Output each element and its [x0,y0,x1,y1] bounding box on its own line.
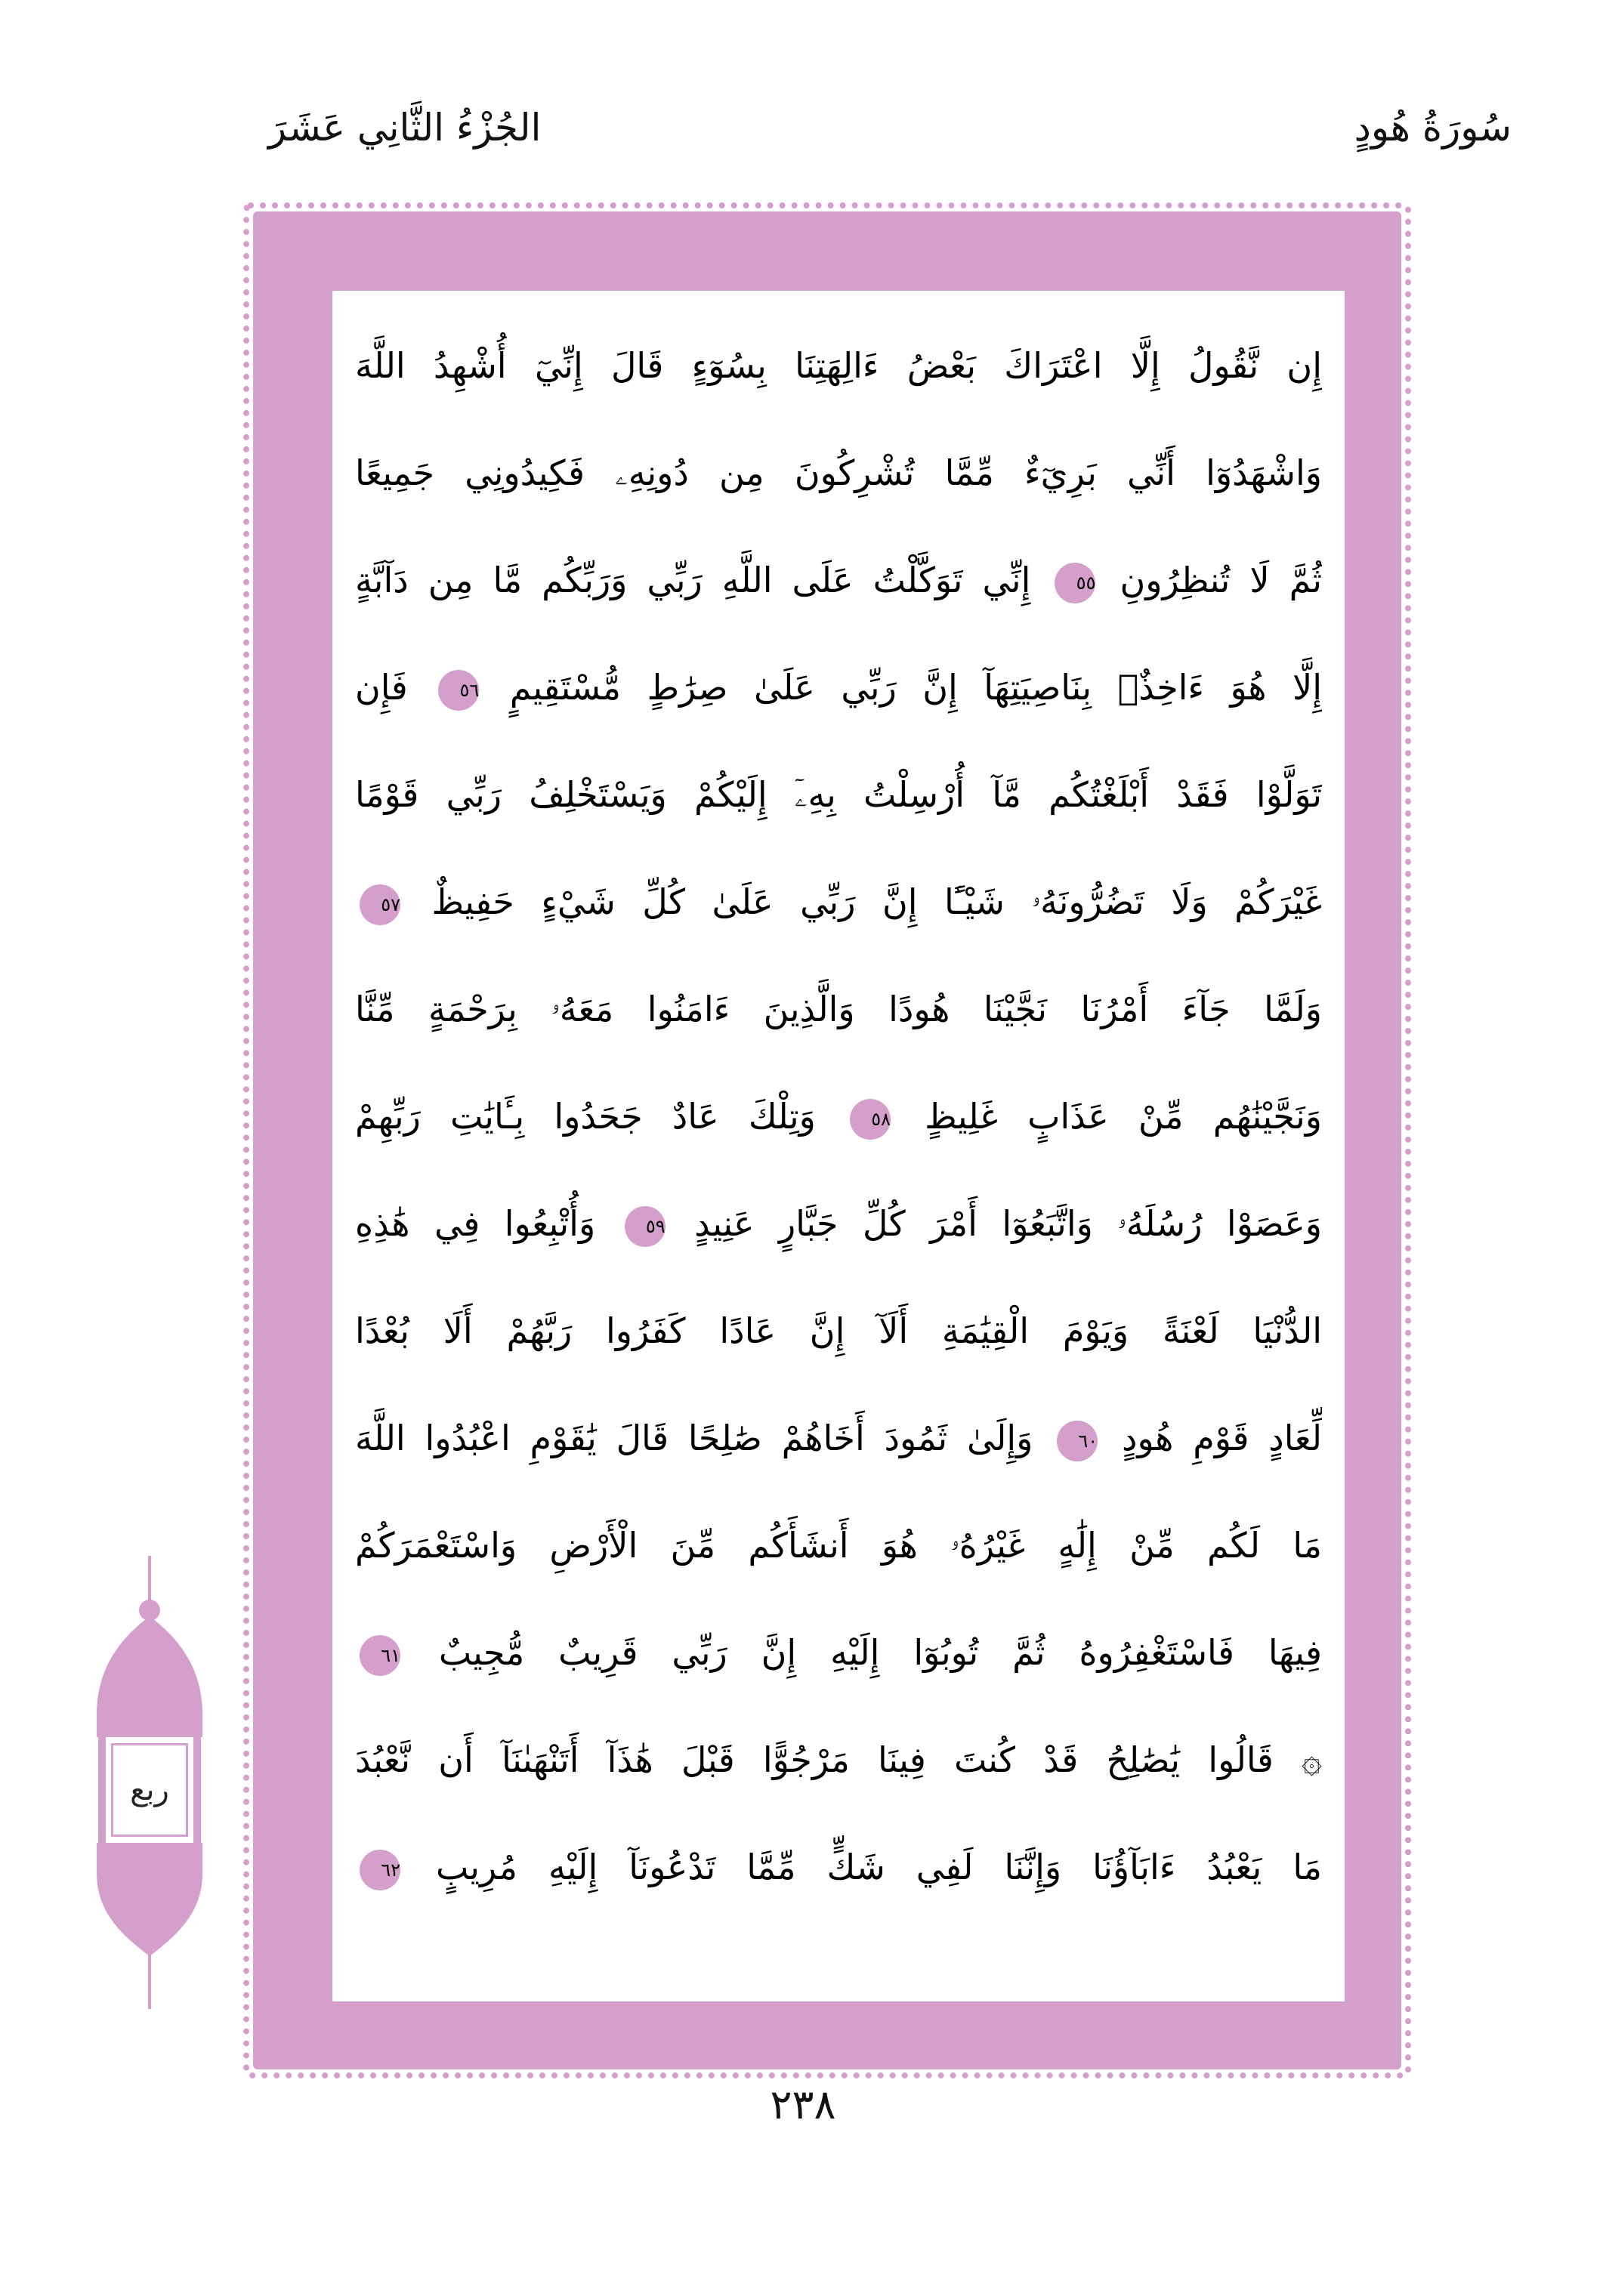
verse-text: إِنِّي تَوَكَّلْتُ عَلَى اللَّهِ رَبِّي وَرَبِّكُم مَّا مِن دَآبَّةٍ [355,560,1031,600]
verse-text: وَتِلْكَ عَادٌ جَحَدُوا بِـَٔايَٰتِ رَبِّهِمْ [355,1096,816,1137]
verse-text: وَاشْهَدُوٓا أَنِّي بَرِيٓءٌ مِّمَّا تُشْرِكُونَ مِن دُونِهِۦ فَكِيدُونِي جَمِيعًا [355,452,1322,493]
ayah-number-marker: ٦٠ [1057,1421,1098,1461]
page-number: ٢٣٨ [770,2081,836,2128]
verse-text: لِّعَادٍ قَوْمِ هُودٍ [1121,1418,1322,1458]
verse-text: وَلَمَّا جَآءَ أَمْرُنَا نَجَّيْنَا هُودًا وَالَّذِينَ ءَامَنُوا مَعَهُۥ بِرَحْمَةٍ مِّنَّا [355,989,1322,1029]
verse-line [355,1599,1322,1706]
verse-text: تَوَلَّوْا فَقَدْ أَبْلَغْتُكُم مَّآ أُرْسِلْتُ بِهِۦٓ إِلَيْكُمْ وَيَسْتَخْلِفُ رَبِّي قَوْمًا [355,774,1322,815]
verse-line [355,1492,1322,1599]
verse-line [355,1813,1322,1921]
surah-title: سُورَةُ هُودٍ [1354,106,1512,150]
ayah-number-marker: ٥٩ [625,1206,666,1247]
verse-line [355,526,1322,634]
rub-hizb-marker [89,1556,210,2009]
verse-line [355,848,1322,955]
verse-text: ۞ قَالُوا يَٰصَٰلِحُ قَدْ كُنتَ فِينَا مَرْجُوًّا قَبْلَ هَٰذَآ أَتَنْهَىٰنَآ أَن نَّعْبُدَ [355,1739,1322,1780]
verse-line [355,955,1322,1063]
ayah-number-marker: ٥٧ [360,884,400,925]
verse-text: ثُمَّ لَا تُنظِرُونِ [1120,560,1322,600]
ayah-number-marker: ٦١ [360,1635,400,1676]
verse-text: فِيهَا فَاسْتَغْفِرُوهُ ثُمَّ تُوبُوٓا إِلَيْهِ إِنَّ رَبِّي قَرِيبٌ مُّجِيبٌ [438,1632,1322,1673]
verse-text: إِن نَّقُولُ إِلَّا اعْتَرَاكَ بَعْضُ ءَالِهَتِنَا بِسُوٓءٍ قَالَ إِنِّيٓ أُشْهِدُ اللَّهَ [355,345,1322,386]
verse-line [355,1706,1322,1813]
verse-text: غَيْرَكُمْ وَلَا تَضُرُّونَهُۥ شَيْـًٔا إِنَّ رَبِّي عَلَىٰ كُلِّ شَيْءٍ حَفِيظٌ [431,881,1322,922]
quran-text-panel [332,291,1345,2001]
ayah-number-marker: ٥٦ [438,670,479,711]
rub-label-box [98,1730,201,1850]
verse-text: فَإِن [355,667,408,708]
juz-title: الجُزْءُ الثَّانِي عَشَرَ [268,106,542,150]
verse-line [355,419,1322,526]
verse-text: مَا يَعْبُدُ ءَابَآؤُنَا وَإِنَّنَا لَفِي شَكٍّ مِّمَّا تَدْعُونَآ إِلَيْهِ مُرِيبٍ [436,1847,1322,1887]
ayah-number-marker: ٦٢ [360,1850,400,1890]
verse-line [355,1063,1322,1170]
verse-line [355,1170,1322,1277]
verse-text: وَنَجَّيْنَٰهُم مِّنْ عَذَابٍ غَلِيظٍ [925,1096,1322,1137]
verse-line [355,741,1322,848]
verse-line [355,1277,1322,1384]
verse-line [355,1384,1322,1492]
verse-text: مَا لَكُم مِّنْ إِلَٰهٍ غَيْرُهُۥ هُوَ أَنشَأَكُم مِّنَ الْأَرْضِ وَاسْتَعْمَرَكُمْ [355,1525,1322,1566]
ayah-number-marker: ٥٥ [1055,563,1095,603]
verse-line [355,312,1322,419]
verse-text: وَأُتْبِعُوا فِي هَٰذِهِ [355,1203,596,1244]
verse-text: إِلَّا هُوَ ءَاخِذٌۢ بِنَاصِيَتِهَآ إِنَّ رَبِّي عَلَىٰ صِرَٰطٍ مُّسْتَقِيمٍ [509,667,1322,708]
verse-text: الدُّنْيَا لَعْنَةً وَيَوْمَ الْقِيَٰمَةِ أَلَآ إِنَّ عَادًا كَفَرُوا رَبَّهُمْ أَلَا بُعْدًا [355,1310,1322,1351]
rub-label: ربع [111,1743,188,1837]
verse-text: وَإِلَىٰ ثَمُودَ أَخَاهُمْ صَٰلِحًا قَالَ يَٰقَوْمِ اعْبُدُوا اللَّهَ [355,1418,1033,1458]
ayah-number-marker: ٥٨ [850,1099,891,1140]
verse-text: وَعَصَوْا رُسُلَهُۥ وَاتَّبَعُوٓا أَمْرَ كُلِّ جَبَّارٍ عَنِيدٍ [694,1203,1322,1244]
verse-line [355,634,1322,741]
